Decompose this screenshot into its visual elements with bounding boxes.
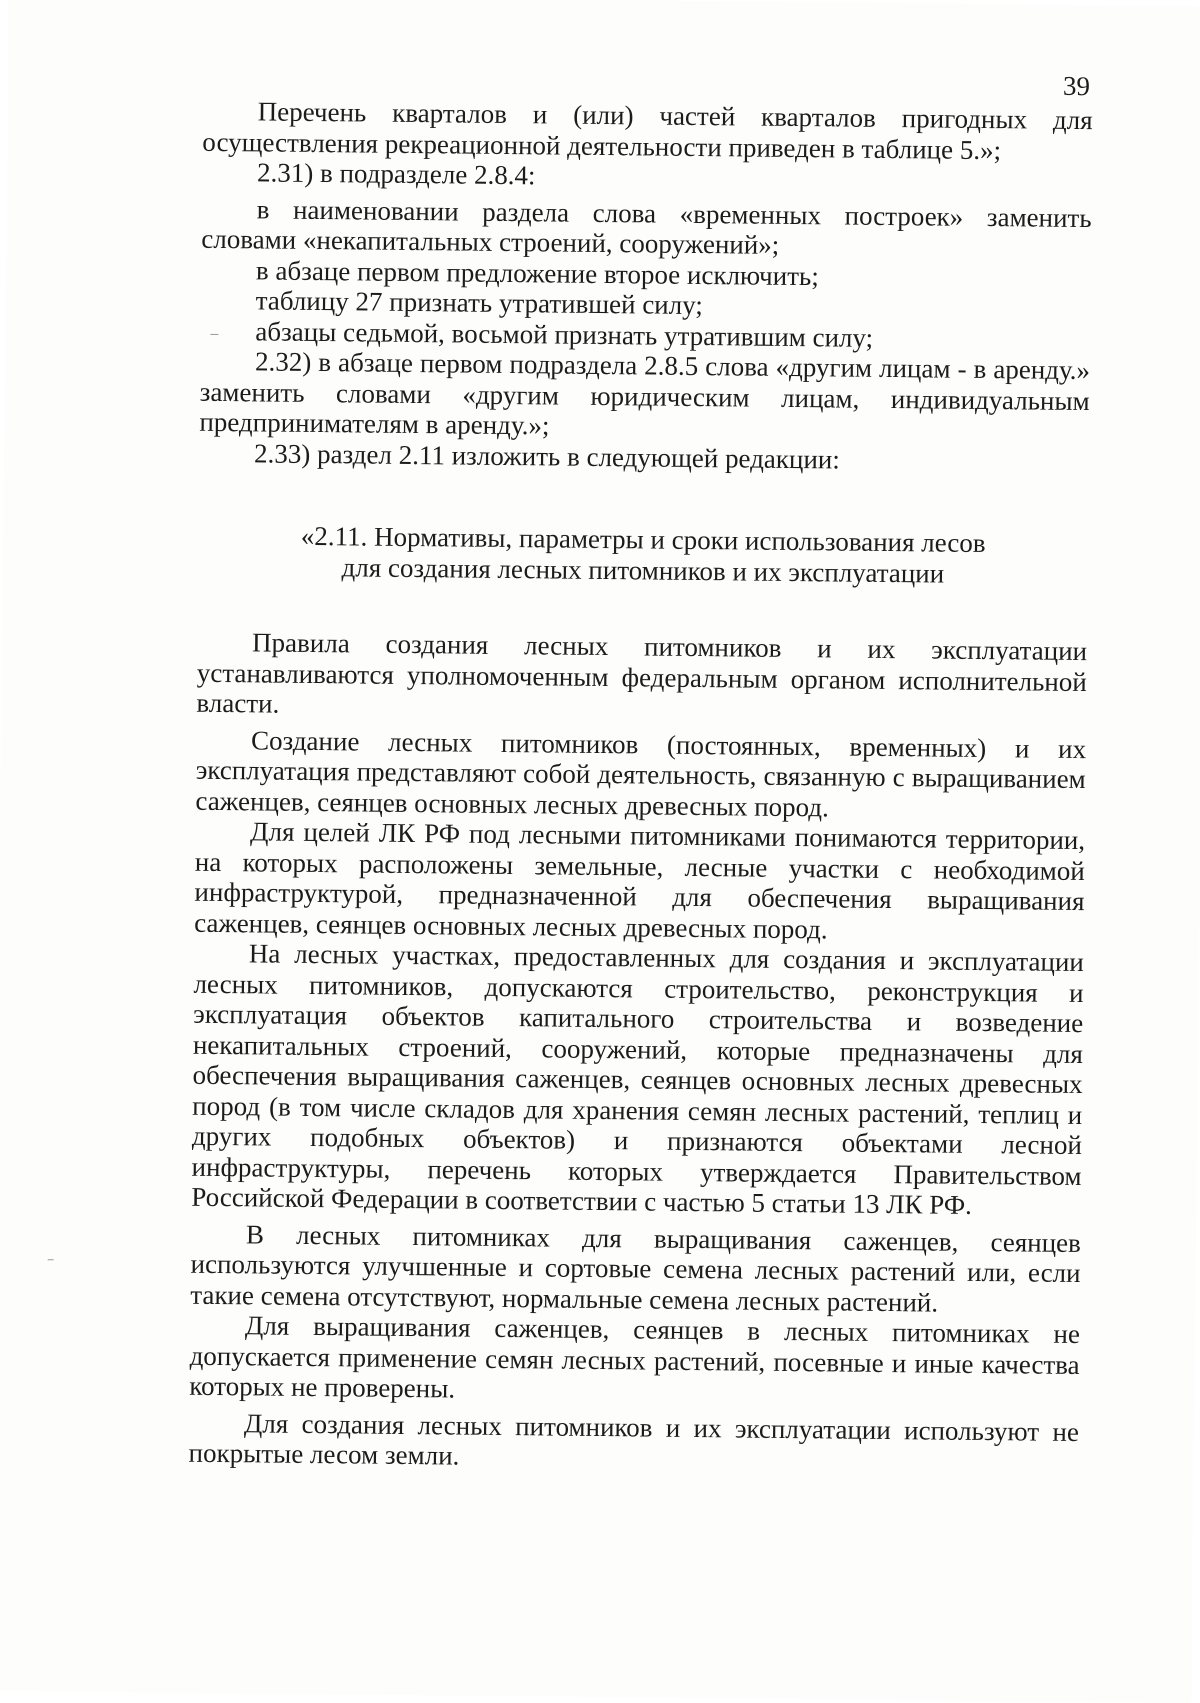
paragraph: 2.33) раздел 2.11 изложить в следующей редакции: — [253, 437, 841, 474]
paragraph: В лесных питомниках для выращивания саженцев, сеянцев используются улучшенные и сортовые семена лесных растений или, если такие семена отсутствуют, нормальные семена лесных растений. — [190, 1218, 1082, 1318]
paragraph: абзацы седьмой, восьмой признать утратившим силу; — [255, 315, 874, 353]
paragraph: Для создания лесных питомников и их эксплуатации используют не покрытые лесом земли. — [188, 1407, 1080, 1471]
paragraph: Для выращивания саженцев, сеянцев в лесных питомниках не допускается применение семян лесных растений, посевные и иные качества которых не проверены. — [189, 1310, 1081, 1404]
paragraph: 2.31) в подразделе 2.8.4: — [256, 157, 536, 191]
paragraph: 2.32) в абзаце первом подраздела 2.8.5 слова «другим лицам - в аренду.» заменить словами «другим юридическим лицам, индивидуальным предпринимателям в аренду.»; — [199, 346, 1091, 441]
paragraph: в наименовании раздела слова «временных построек» заменить словами «некапитальных строений, сооружений»; — [201, 193, 1092, 260]
paragraph: На лесных участках, предоставленных для создания и эксплуатации лесных питомников, допускаются строительство, реконструкция и эксплуатация объектов капитального строительства и возведение некапитальных строений, сооружений, которые предназначены для обеспечения выращивания саженцев, сеянцев основных лесных древесных пород (в том числе складов для хранения семян лесных растений, теплиц и других подобных объектов) и признаются объектами лесной инфраструктуры, перечень которых утверждается Правительством Российской Федерации в соответствии с частью 5 статьи 13 ЛК РФ. — [191, 938, 1084, 1220]
paragraph: Для целей ЛК РФ под лесными питомниками понимаются территории, на которых расположены земельные, лесные участки с необходимой инфраструктурой, предназначенной для обеспечения выращивания саженцев, сеянцев основных лесных древесных пород. — [194, 816, 1086, 944]
section-heading-line: для создания лесных питомников и их эксплуатации — [341, 552, 945, 589]
paragraph: Правила создания лесных питомников и их эксплуатации устанавливаются уполномоченным федеральным органом исполнительной власти. — [196, 627, 1088, 719]
paragraph: Перечень кварталов и (или) частей кварталов пригодных для осуществления рекреационной деятельности приведен в таблице 5.»; — [202, 96, 1093, 165]
paragraph: Создание лесных питомников (постоянных, временных) и их эксплуатация представляют собой деятельность, связанную с выращиванием саженцев, сеянцев основных лесных древесных пород. — [195, 724, 1087, 822]
paragraph: в абзаце первом предложение второе исключить; — [255, 254, 819, 291]
paragraph: таблицу 27 признать утратившей силу; — [255, 285, 704, 321]
section-heading-line: «2.11. Нормативы, параметры и сроки использования лесов — [300, 520, 986, 559]
section-heading — [198, 520, 1089, 591]
scan-mark — [48, 1259, 54, 1260]
document-body — [188, 96, 1092, 1478]
page-number: 39 — [1062, 70, 1091, 102]
